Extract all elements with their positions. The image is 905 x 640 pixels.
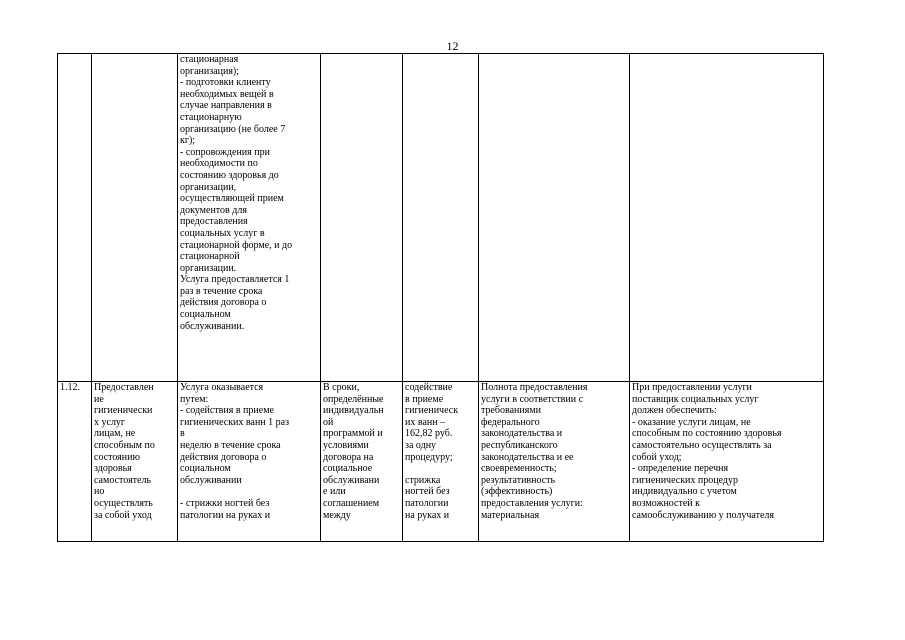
services-table (57, 53, 824, 542)
cell-number (58, 54, 92, 382)
cell-terms (321, 54, 403, 382)
page-number: 12 (446, 39, 459, 53)
cell-service-description: Услуга оказывается путем: - содействия в приеме гигиенических ванн 1 раз в неделю в течение срока действия договора о социальном обслуживании - стрижки ногтей без патологии на руках и (178, 382, 321, 542)
cell-service-name (92, 54, 178, 382)
cell-conditions: При предоставлении услуги поставщик социальных услуг должен обеспечить: - оказание услуги лицам, не способным по состоянию здоровья самостоятельно осуществлять за собой уход; - определение перечня гигиенических процедур индивидуально с учетом возможностей к самообслуживанию у получателя (630, 382, 824, 542)
cell-quality-indicators: Полнота предоставления услуги в соответствии с требованиями федерального законодательства и республиканского законодательства и ее своевременность; результативность (эффективность) предоставления услуги: материальная (479, 382, 630, 542)
table-row (58, 54, 824, 382)
cell-tariff (403, 54, 479, 382)
cell-terms: В сроки, определённые индивидуальн ой программой и условиями договора на социальное обслуживани е или соглашением между (321, 382, 403, 542)
cell-conditions (630, 54, 824, 382)
table-row (58, 382, 824, 542)
cell-tariff: содействие в приеме гигиеническ их ванн – 162,82 руб. за одну процедуру; стрижка ногтей без патологии на руках и (403, 382, 479, 542)
cell-service-name: Предоставлен ие гигиенически х услуг лицам, не способным по состоянию здоровья самостоятель но осуществлять за собой уход (92, 382, 178, 542)
cell-number: 1.12. (58, 382, 92, 542)
cell-service-description: стационарная организация); - подготовки клиенту необходимых вещей в случае направления в стационарную организацию (не более 7 кг); - сопровождения при необходимости по состоянию здоровья до организации, осуществляющей прием документов для предоставления социальных услуг в стационарной форме, и до стационарной организации. Услуга предоставляется 1 раз в течение срока действия договора о социальном обслуживании. (178, 54, 321, 382)
cell-quality-indicators (479, 54, 630, 382)
